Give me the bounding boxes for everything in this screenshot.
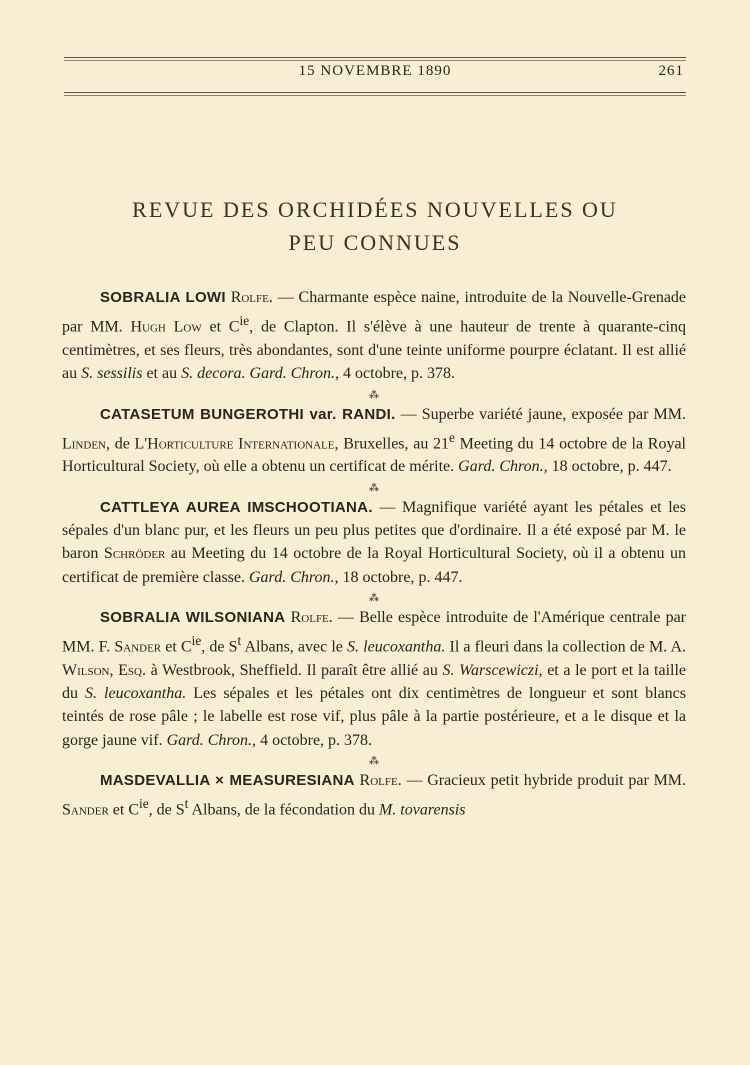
superscript: ie bbox=[239, 313, 250, 329]
entry-cattleya bbox=[62, 496, 686, 589]
italic-reference: Gard. Chron., bbox=[166, 731, 257, 749]
superscript: e bbox=[449, 429, 455, 445]
title-line-1: REVUE DES ORCHIDÉES NOUVELLES OU bbox=[132, 197, 618, 222]
entry-text: à Westbrook, Sheffield. Il paraît être allié au bbox=[145, 661, 443, 679]
entry-masdevallia bbox=[62, 769, 686, 822]
species-name: CATTLEYA AUREA IMSCHOOTIANA. bbox=[100, 498, 373, 516]
author-name: Rolfe bbox=[359, 772, 398, 790]
entry-text: , de bbox=[106, 435, 135, 453]
asterism-separator bbox=[62, 484, 686, 493]
superscript: ie bbox=[191, 633, 202, 649]
person-name: Sander bbox=[62, 801, 109, 819]
italic-reference: S. leucoxantha. bbox=[347, 638, 446, 656]
entry-text: , 4 octobre, p. 378. bbox=[335, 365, 456, 383]
entry-text: . — Belle espèce introduite de l'Amérique centrale par MM. F. bbox=[62, 608, 687, 656]
entry-text: et C bbox=[108, 801, 140, 819]
asterism-separator bbox=[62, 594, 686, 603]
entry-text: . — Charmante espèce naine, introduite de la Nouvelle-Grenade par MM. bbox=[62, 289, 687, 336]
italic-reference: S. sessilis bbox=[81, 365, 143, 383]
header-rule-bottom bbox=[64, 92, 686, 93]
italic-reference: M. tovarensis bbox=[378, 801, 466, 819]
entry-text: , de S bbox=[201, 638, 238, 656]
asterism: ⁂ bbox=[369, 592, 379, 604]
species-name: SOBRALIA WILSONIANA bbox=[100, 608, 286, 626]
author-name: Rolfe bbox=[230, 289, 269, 306]
entry-catasetum bbox=[62, 403, 686, 479]
entry-text: et C bbox=[161, 638, 192, 656]
person-name: Sander bbox=[114, 638, 162, 656]
asterism: ⁂ bbox=[369, 756, 379, 768]
person-name: Wilson, Esq. bbox=[62, 661, 146, 679]
entry-text: . — Gracieux petit hybride produit par MM. bbox=[397, 772, 687, 790]
italic-reference: S. leucoxantha. bbox=[85, 685, 187, 703]
italic-reference: Gard. Chron., bbox=[249, 568, 339, 586]
species-name: MASDEVALLIA × MEASURESIANA bbox=[100, 772, 355, 790]
italic-reference: S. Warscewiczi, bbox=[442, 661, 543, 679]
entry-text: , Bruxelles, au 21 bbox=[334, 435, 450, 453]
entry-text: 18 octobre, p. 447. bbox=[338, 568, 463, 586]
title-line-2: PEU CONNUES bbox=[288, 230, 462, 255]
entry-text: Albans, de la fécondation du bbox=[188, 801, 379, 819]
article-body bbox=[62, 286, 686, 822]
asterism: ⁂ bbox=[369, 482, 379, 494]
person-name: Hugh Low bbox=[130, 318, 202, 336]
author-name: Rolfe bbox=[290, 608, 329, 626]
entry-text: Les sépales et les pétales ont dix centimètres de longueur et sont blancs teintés de rose pâle ; le labelle est rose vif, plus pâle à la partie postérieure, et a le disque et la gorge jaune vif. bbox=[62, 685, 687, 749]
asterism-separator bbox=[62, 391, 686, 400]
species-name: SOBRALIA LOWI bbox=[100, 289, 226, 306]
entry-text: Albans, avec le bbox=[241, 638, 348, 656]
entry-sobralia-wilsoniana bbox=[62, 606, 686, 752]
institution-name: L'Horticulture Internationale bbox=[134, 435, 335, 453]
entry-text: 4 octobre, p. 378. bbox=[256, 731, 373, 749]
entry-sobralia-lowi bbox=[62, 286, 686, 386]
running-header bbox=[64, 63, 686, 87]
header-rule-top bbox=[64, 57, 686, 58]
entry-text: Meeting du 14 octobre de la Royal Horticultural Society, où elle a obtenu un certificat de mérite. bbox=[62, 435, 687, 476]
article-title bbox=[64, 193, 686, 259]
header-date: 15 NOVEMBRE 1890 bbox=[298, 63, 452, 79]
entry-text: et au bbox=[142, 365, 182, 383]
asterism-separator bbox=[62, 757, 686, 766]
entry-text: et a le port et la taille du bbox=[62, 661, 687, 703]
entry-text: 18 octobre, p. 447. bbox=[547, 458, 672, 476]
superscript: t bbox=[184, 796, 189, 812]
entry-text: au Meeting du 14 octobre de la Royal Horticultural Society, où il a obtenu un certificat de première classe. bbox=[62, 545, 686, 586]
superscript: ie bbox=[139, 796, 149, 812]
entry-text: et C bbox=[201, 318, 240, 336]
header-rule-top-thin bbox=[64, 60, 686, 61]
superscript: t bbox=[237, 633, 242, 649]
entry-text: , de S bbox=[148, 801, 185, 819]
entry-text: Il a fleuri dans la collection de M. A. bbox=[445, 638, 687, 656]
person-name: Schröder bbox=[103, 545, 166, 563]
entry-text: — Magnifique variété ayant les pétales et les sépales d'un blanc pur, et les fleurs un peu plus petites que d'ordinaire. Il a été exposé par M. le baron bbox=[62, 498, 686, 563]
asterism: ⁂ bbox=[369, 389, 379, 401]
entry-text: — Superbe variété jaune, exposée par MM. bbox=[395, 405, 686, 423]
entry-text: , de Clapton. Il s'élève à une hauteur de trente à quarante-cinq centimètres, et ses fleurs, très abondantes, sont d'une teinte uniforme pourpre éclatant. Il est allié au bbox=[62, 318, 686, 383]
person-name: Linden bbox=[62, 435, 106, 453]
italic-reference: S. decora. Gard. Chron. bbox=[181, 365, 336, 383]
page-number: 261 bbox=[658, 63, 684, 79]
species-name: CATASETUM BUNGEROTHI var. RANDI. bbox=[100, 405, 396, 423]
italic-reference: Gard. Chron., bbox=[458, 458, 548, 476]
header-rule-bottom-thin bbox=[64, 95, 686, 96]
